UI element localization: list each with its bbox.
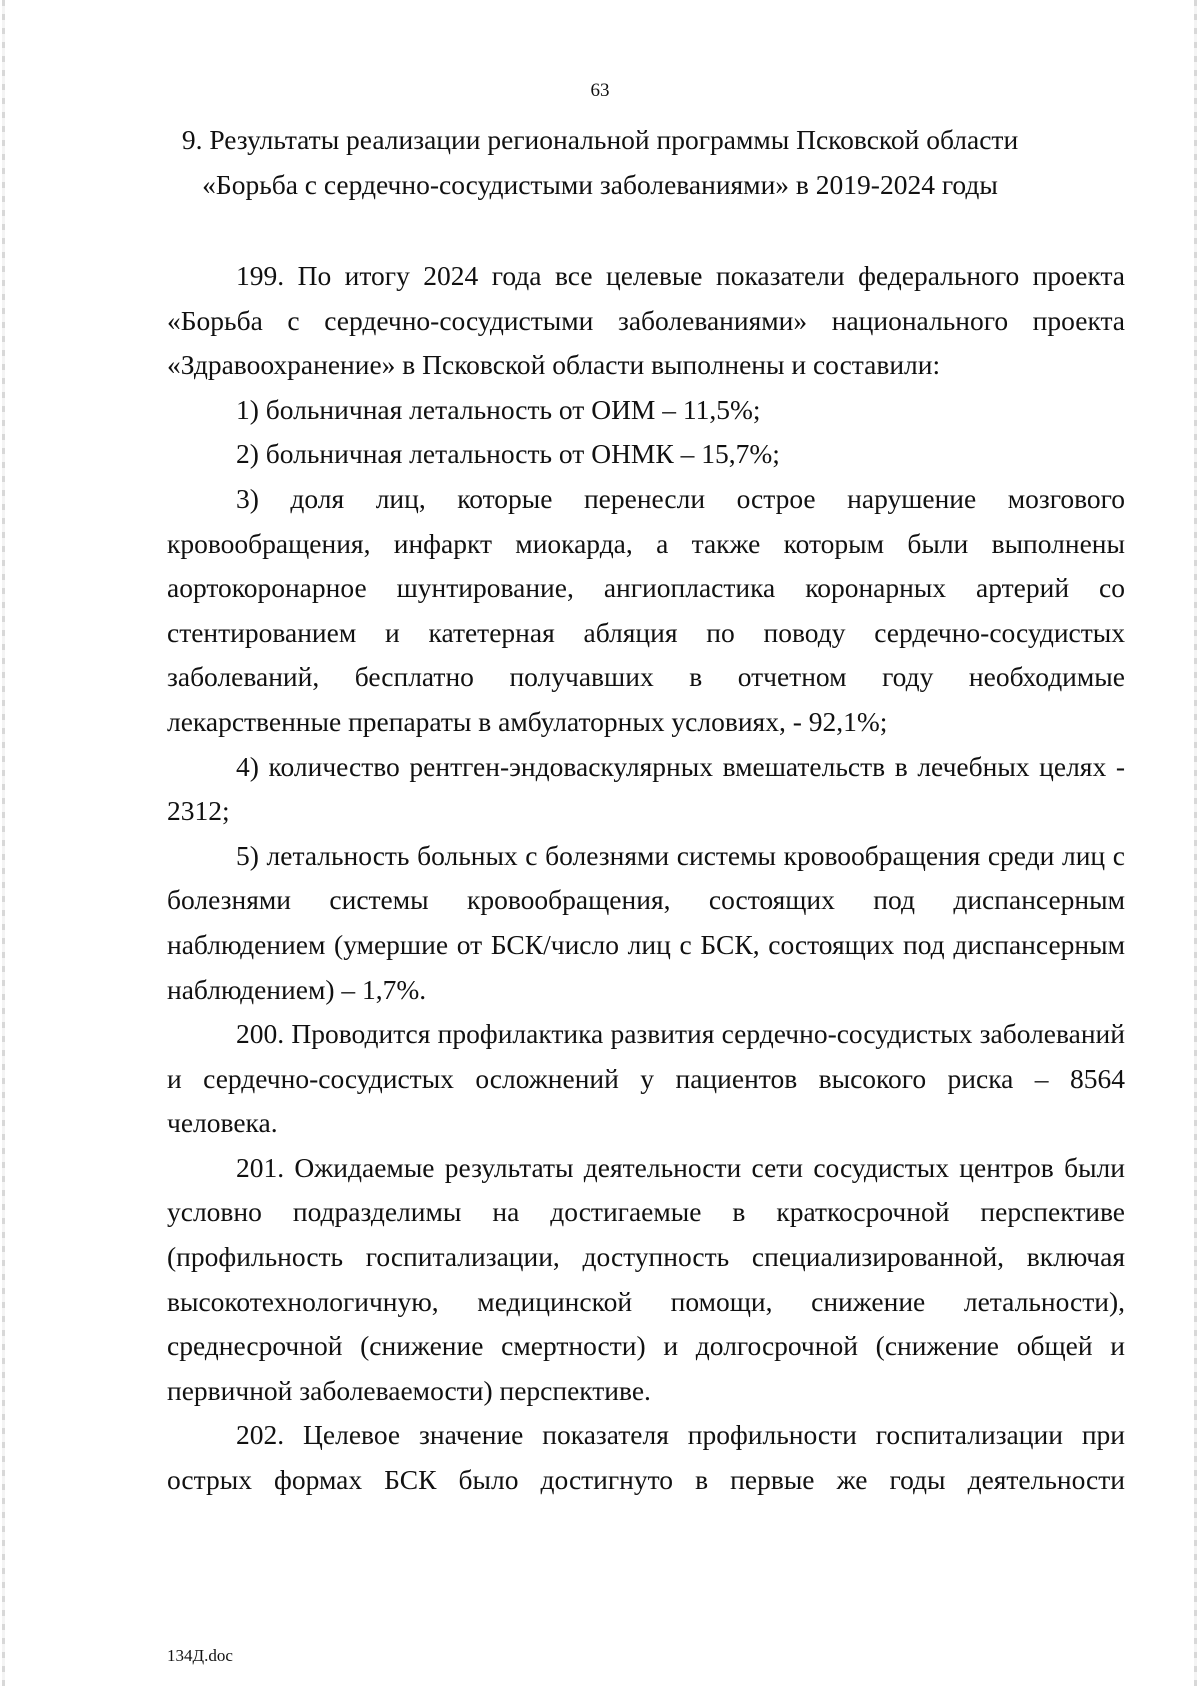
paragraph-201: 201. Ожидаемые результаты деятельности сети сосудистых центров были условно подразделимы на достигаемые в краткосрочной перспективе (профильность госпитализации, доступность специализированной, включая высокотехнологичную, медицинской помощи, снижение летальности), среднесрочной (снижение смертности) и долгосрочной (снижение общей и первичной заболеваемости) перспективе. — [167, 1151, 1125, 1406]
list-item-5: 5) летальность больных с болезнями системы кровообращения среди лиц с болезнями системы кровообращения, состоящих под диспансерным наблюдением (умершие от БСК/число лиц с БСК, состоящих под диспансерным наблюдением) – 1,7%. — [167, 839, 1125, 1005]
document-body — [167, 254, 1125, 1503]
section-heading-line-2: «Борьба с сердечно-сосудистыми заболеваниями» в 2019-2024 годы — [202, 169, 998, 200]
page-number: 63 — [590, 80, 610, 101]
paragraph-202: 202. Целевое значение показателя профильности госпитализации при острых формах БСК было достигнуто в первые же годы деятельности — [167, 1419, 1125, 1496]
list-item-4: 4) количество рентген-эндоваскулярных вмешательств в лечебных целях - 2312; — [167, 750, 1125, 827]
list-item-2: 2) больничная летальность от ОНМК – 15,7%; — [236, 438, 780, 470]
footer-filename: 134Д.doc — [167, 1646, 233, 1665]
scan-edge-right — [1194, 0, 1197, 1686]
scan-edge-left — [2, 0, 5, 1686]
section-heading-line-1: 9. Результаты реализации региональной программы Псковской области — [181, 124, 1019, 155]
list-item-3: 3) доля лиц, которые перенесли острое нарушение мозгового кровообращения, инфаркт миокарда, а также которым были выполнены аортокоронарное шунтирование, ангиопластика коронарных артерий со стентированием и катетерная абляция по поводу сердечно-сосудистых заболеваний, бесплатно получавших в отчетном году необходимые лекарственные препараты в амбулаторных условиях, - 92,1%; — [167, 482, 1125, 737]
paragraph-199: 199. По итогу 2024 года все целевые показатели федерального проекта «Борьба с сердечно-сосудистыми заболеваниями» национального проекта «Здравоохранение» в Псковской области выполнены и составили: — [167, 260, 1125, 381]
list-item-1: 1) больничная летальность от ОИМ – 11,5%; — [236, 393, 761, 425]
section-heading — [120, 117, 1080, 207]
paragraph-200: 200. Проводится профилактика развития сердечно-сосудистых заболеваний и сердечно-сосудистых осложнений у пациентов высокого риска – 8564 человека. — [167, 1018, 1125, 1139]
